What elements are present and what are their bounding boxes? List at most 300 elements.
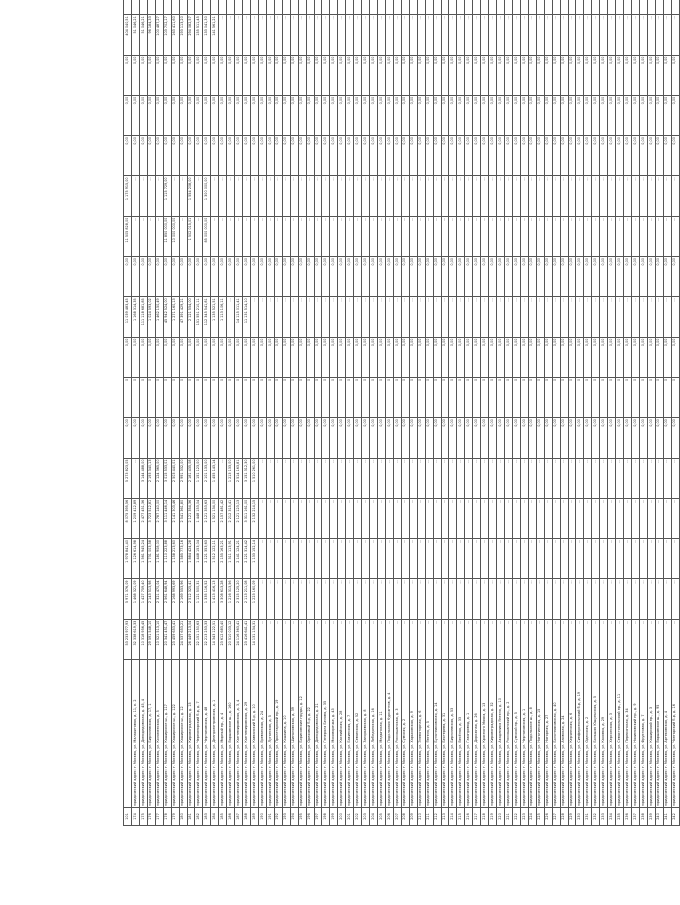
table-row [282,0,290,826]
value-cell: 1 135 521,51 [211,297,219,337]
value-cell: 0,00 [306,95,314,135]
value-cell: 0,00 [155,418,163,458]
value-cell: ... [243,176,251,216]
value-cell: ... [290,458,298,498]
value-cell: ... [401,539,409,579]
value-cell: 1 213 133,00 [227,458,235,498]
value-cell: ... [600,458,608,498]
value-cell: ... [425,216,433,256]
address-cell: юридический адрес: г. Москва, ул. Луганская, д. 5 [266,660,274,808]
value-cell: 0,00 [282,55,290,95]
value-cell: ... [425,498,433,538]
value-cell: 0 [608,377,616,417]
value-cell: ... [536,176,544,216]
value-cell: ... [512,539,520,579]
value-cell: ... [473,539,481,579]
value-cell [409,0,417,15]
value-cell: 0,00 [314,418,322,458]
value-cell: ... [457,176,465,216]
value-cell: ... [441,216,449,256]
value-cell: 0,00 [235,136,243,176]
row-number-cell: 212 [433,808,441,826]
value-cell: 0,00 [409,337,417,377]
value-cell: 1 175 915,00 [124,176,132,216]
value-cell: 0 [195,377,203,417]
value-cell: ... [258,539,266,579]
address-cell: юридический адрес: г. Москва, ул. Дорожная, д. 26 [473,660,481,808]
value-cell: ... [195,176,203,216]
value-cell: 0,00 [584,257,592,297]
value-cell: ... [314,498,322,538]
value-cell: 0,00 [393,257,401,297]
value-cell: ... [362,15,370,55]
value-cell: ... [536,297,544,337]
value-cell: 0,00 [481,55,489,95]
value-cell: 0,00 [520,95,528,135]
value-cell [306,0,314,15]
value-cell: 0,00 [187,136,195,176]
value-cell: ... [378,297,386,337]
value-cell: ... [608,619,616,659]
value-cell: 0,00 [497,257,505,297]
value-cell: 11 850 000,00 [163,216,171,256]
address-cell: юридический адрес: г. Москва, ул. Керченская, д. 6 [568,660,576,808]
row-number-cell: 237 [632,808,640,826]
value-cell: ... [512,297,520,337]
value-cell: ... [624,579,632,619]
value-cell: ... [568,458,576,498]
value-cell [378,0,386,15]
value-cell: 0,00 [195,418,203,458]
address-cell: юридический адрес: г. Москва, ул. Бирюлевская, д. 17, 1 [147,660,155,808]
value-cell: ... [266,458,274,498]
value-cell [282,0,290,15]
table-row [465,0,473,826]
value-cell: ... [330,498,338,538]
value-cell: 0,00 [251,337,259,377]
value-cell: 0,00 [592,136,600,176]
value-cell: ... [671,579,679,619]
value-cell: 0,00 [378,257,386,297]
value-cell [497,0,505,15]
value-cell: ... [449,539,457,579]
table-row [227,0,235,826]
table-row [576,0,584,826]
value-cell: 0,00 [370,55,378,95]
value-cell: 0,00 [433,337,441,377]
value-cell: 0 [489,377,497,417]
value-cell: 0,00 [465,95,473,135]
value-cell: ... [481,297,489,337]
address-cell: юридический адрес: г. Москва, ул. Черноморский б-р, д. 7 [195,660,203,808]
value-cell: ... [647,458,655,498]
address-cell: юридический адрес: г. Москва, ул. Харьковская, д. 9 [409,660,417,808]
value-cell: 0,00 [473,55,481,95]
address-cell: юридический адрес: г. Москва, ул. Херсонская, д. 3 [608,660,616,808]
value-cell: ... [298,539,306,579]
value-cell: 0,00 [624,95,632,135]
value-cell: ... [258,498,266,538]
value-cell: ... [449,579,457,619]
table-row [385,0,393,826]
table-row [600,0,608,826]
table-row [393,0,401,826]
value-cell: 0,00 [354,55,362,95]
row-number-cell: 238 [639,808,647,826]
row-number-cell: 195 [298,808,306,826]
value-cell: 0,00 [195,55,203,95]
value-cell: ... [306,579,314,619]
value-cell: ... [282,539,290,579]
value-cell: 0 [354,377,362,417]
value-cell: ... [282,579,290,619]
value-cell: ... [568,539,576,579]
value-cell: ... [608,458,616,498]
value-cell: 0,00 [512,418,520,458]
value-cell: ... [441,498,449,538]
value-cell: 0,00 [139,55,147,95]
address-cell: юридический адрес: г. Москва, ул. Большая Юшуньская, д. 5 [592,660,600,808]
value-cell: 0,00 [393,136,401,176]
value-cell: 0,00 [235,257,243,297]
value-cell: 2 321 470,04 [155,579,163,619]
value-cell: 0 [147,377,155,417]
value-cell: 2 101 133,00 [203,458,211,498]
value-cell: 0 [266,377,274,417]
value-cell: 0,00 [139,337,147,377]
value-cell: 1 126 614,98 [131,539,139,579]
value-cell: 0 [584,377,592,417]
value-cell: ... [457,458,465,498]
value-cell: 0,00 [600,418,608,458]
value-cell: ... [600,15,608,55]
value-cell: ... [560,619,568,659]
value-cell: ... [330,176,338,216]
row-number-cell: 194 [290,808,298,826]
value-cell: 0,00 [258,136,266,176]
value-cell: 0,00 [314,136,322,176]
value-cell: 0,00 [608,55,616,95]
value-cell: ... [338,579,346,619]
value-cell: 0,00 [235,55,243,95]
address-cell: юридический адрес: г. Москва, ул. Бехтерева, д. 31 [441,660,449,808]
value-cell: 0,00 [282,257,290,297]
value-cell: ... [409,539,417,579]
value-cell: 0,00 [505,55,513,95]
value-cell: 0,00 [290,55,298,95]
value-cell: ... [290,619,298,659]
value-cell: ... [600,579,608,619]
value-cell: 2 169 553,96 [179,579,187,619]
table-row [528,0,536,826]
value-cell: ... [258,619,266,659]
value-cell: 0,00 [219,418,227,458]
value-cell: ... [322,297,330,337]
value-cell: 2 121 123,13 [235,498,243,538]
value-cell: ... [433,579,441,619]
table-row [258,0,266,826]
value-cell: ... [354,579,362,619]
value-cell: 0,00 [417,418,425,458]
value-cell: 0,00 [163,55,171,95]
value-cell: 2 124 365,00 [155,458,163,498]
value-cell: 0,00 [608,337,616,377]
value-cell: 0,00 [632,136,640,176]
value-cell: ... [473,15,481,55]
value-cell [338,0,346,15]
value-cell: 0,00 [552,337,560,377]
value-cell: ... [322,176,330,216]
value-cell: ... [346,297,354,337]
value-cell: 0,00 [592,418,600,458]
value-cell: ... [393,297,401,337]
value-cell: ... [552,619,560,659]
value-cell: ... [179,216,187,256]
value-cell: ... [624,216,632,256]
table-row [219,0,227,826]
value-cell: 0,00 [274,337,282,377]
value-cell: 0,00 [600,337,608,377]
value-cell: ... [251,176,259,216]
value-cell: ... [663,498,671,538]
address-cell: юридический адрес: г. Москва, ул. Весёлая, д. 33 [457,660,465,808]
value-cell: ... [346,15,354,55]
value-cell: 0,00 [544,337,552,377]
value-cell: ... [290,216,298,256]
value-cell: 0,00 [179,337,187,377]
value-cell: ... [409,498,417,538]
value-cell: 0,00 [338,55,346,95]
value-cell: ... [393,579,401,619]
value-cell [211,0,219,15]
table-row [512,0,520,826]
value-cell: 0,00 [528,55,536,95]
value-cell: ... [346,539,354,579]
value-cell: ... [505,619,513,659]
value-cell: ... [441,15,449,55]
value-cell: 0,00 [362,95,370,135]
value-cell: 0,00 [155,257,163,297]
value-cell: 0,00 [441,55,449,95]
value-cell: 0,00 [235,337,243,377]
value-cell: ... [441,176,449,216]
value-cell: ... [489,15,497,55]
value-cell: 0,00 [489,418,497,458]
value-cell: 0 [632,377,640,417]
value-cell [147,0,155,15]
value-cell: 47 391 429,21 [179,297,187,337]
value-cell [520,0,528,15]
value-cell: 0,00 [147,257,155,297]
value-cell: 0 [362,377,370,417]
value-cell: ... [314,619,322,659]
value-cell: ... [298,458,306,498]
value-cell: 0,00 [647,136,655,176]
value-cell: 0,00 [576,337,584,377]
value-cell: ... [362,297,370,337]
value-cell: ... [655,539,663,579]
value-cell: 0,00 [266,55,274,95]
value-cell: 0,00 [568,337,576,377]
value-cell: 0,00 [171,257,179,297]
table-row [505,0,513,826]
value-cell: 0,00 [322,337,330,377]
address-cell: юридический адрес: г. Москва, ул. Красного Маяка, д. 13 [481,660,489,808]
row-number-cell: 201 [346,808,354,826]
value-cell: ... [346,498,354,538]
value-cell: 0,00 [370,418,378,458]
value-cell: 0 [663,377,671,417]
value-cell: 0,00 [385,257,393,297]
value-cell: 0,00 [171,418,179,458]
value-cell: 14 131 134,31 [251,619,259,659]
value-cell: ... [520,579,528,619]
value-cell: ... [576,458,584,498]
address-cell: юридический адрес: г. Москва, ул. Лебедянская, д. 16 [370,660,378,808]
value-cell: 1 884 424,28 [187,539,195,579]
value-cell: 0,00 [219,95,227,135]
value-cell: 0,00 [195,95,203,135]
value-cell: 0,00 [576,136,584,176]
value-cell: 0,00 [258,55,266,95]
value-cell: 0,00 [274,55,282,95]
value-cell [171,0,179,15]
value-cell: 0 [211,377,219,417]
value-cell: ... [274,579,282,619]
value-cell: ... [290,176,298,216]
value-cell: ... [370,619,378,659]
value-cell: 0,00 [322,55,330,95]
address-cell: юридический адрес: г. Москва, ул. Пролетарский пр., д. 19 [274,660,282,808]
value-cell [616,0,624,15]
address-cell: юридический адрес: г. Москва, ул. Москворечье, д. 43 [330,660,338,808]
table-body [124,0,680,826]
address-cell: юридический адрес: г. Москва, ул. Одесская, д. 2 [584,660,592,808]
value-cell: 0,00 [401,418,409,458]
value-cell: ... [370,15,378,55]
value-cell: ... [409,579,417,619]
value-cell: 0,00 [457,55,465,95]
value-cell: 0,00 [314,337,322,377]
value-cell [473,0,481,15]
value-cell [671,0,679,15]
value-cell: ... [528,176,536,216]
value-cell: 0,00 [655,257,663,297]
value-cell: ... [417,619,425,659]
address-cell: юридический адрес: г. Москва, ул. Булатниковская, д. 14 [433,660,441,808]
table-header-row [124,0,132,826]
address-cell: юридический адрес: г. Москва, ул. Кировоградская, д. 32 [489,660,497,808]
row-number-cell: 101 [124,808,132,826]
value-cell: ... [632,619,640,659]
value-cell: 0,00 [338,95,346,135]
value-cell: 0,00 [576,257,584,297]
value-cell: ... [639,579,647,619]
value-cell: ... [385,15,393,55]
table-row [179,0,187,826]
value-cell: ... [576,15,584,55]
address-cell: юридический адрес: г. Москва, ул. Сумская, д. 2 [401,660,409,808]
value-cell: ... [385,216,393,256]
value-cell: 0,00 [632,418,640,458]
value-cell: ... [552,458,560,498]
row-number-cell: 177 [155,808,163,826]
value-cell: ... [536,458,544,498]
value-cell: 0,00 [298,95,306,135]
address-cell: юридический адрес: г. Москва, ул. Кировоградская, д. 15 [187,660,195,808]
value-cell: 155 511,45 [195,15,203,55]
value-cell: ... [647,619,655,659]
value-cell: 0,00 [163,337,171,377]
address-cell: юридический адрес: г. Москва, ул. Кошкина, д. 10 [282,660,290,808]
value-cell: 0,00 [584,418,592,458]
value-cell: ... [322,539,330,579]
value-cell: 0,00 [171,136,179,176]
value-cell: 0,00 [449,337,457,377]
value-cell: 0,00 [624,418,632,458]
row-number-cell: 203 [362,808,370,826]
value-cell: ... [322,579,330,619]
value-cell: 0,00 [473,136,481,176]
value-cell: ... [600,498,608,538]
value-cell: ... [378,216,386,256]
address-cell: юридический адрес: г. Москва, ул. Каспийская, д. 28 [338,660,346,808]
table-row [203,0,211,826]
value-cell: ... [592,15,600,55]
value-cell: 0 [235,377,243,417]
value-cell: ... [544,15,552,55]
value-cell: ... [433,297,441,337]
value-cell: 0,00 [465,418,473,458]
value-cell: ... [251,216,259,256]
value-cell: 0,00 [441,136,449,176]
value-cell: 1 151 123,00 [195,458,203,498]
value-cell: ... [457,15,465,55]
value-cell: ... [306,216,314,256]
address-cell: юридический адрес: г. Москва, ул. Каширское ш., д. 122 [171,660,179,808]
address-cell: юридический адрес: г. Москва, ул. Элеваторная, д. 6 [417,660,425,808]
value-cell: ... [354,216,362,256]
value-cell: 0,00 [624,55,632,95]
value-cell: ... [616,539,624,579]
row-number-cell: 210 [417,808,425,826]
value-cell: ... [290,539,298,579]
value-cell: 1 216 313,56 [227,579,235,619]
value-cell: ... [274,15,282,55]
value-cell: 0,00 [131,95,139,135]
value-cell: 1 502 015,01 [187,216,195,256]
value-cell: 0,00 [473,257,481,297]
value-cell: 0,00 [505,337,513,377]
value-cell: ... [465,216,473,256]
value-cell: 1 209 412,89 [131,498,139,538]
value-cell [449,0,457,15]
value-cell: ... [322,15,330,55]
value-cell: 0,00 [616,136,624,176]
value-cell: ... [362,176,370,216]
value-cell: ... [417,498,425,538]
value-cell: ... [639,498,647,538]
table-row [195,0,203,826]
value-cell: 0,00 [592,55,600,95]
value-cell: ... [393,539,401,579]
value-cell: ... [449,176,457,216]
address-cell: юридический адрес: г. Москва, ул. Кантемировская, д. 29 [243,660,251,808]
value-cell: ... [632,15,640,55]
value-cell: 0,00 [251,55,259,95]
value-cell: 0,00 [322,257,330,297]
value-cell: ... [155,216,163,256]
